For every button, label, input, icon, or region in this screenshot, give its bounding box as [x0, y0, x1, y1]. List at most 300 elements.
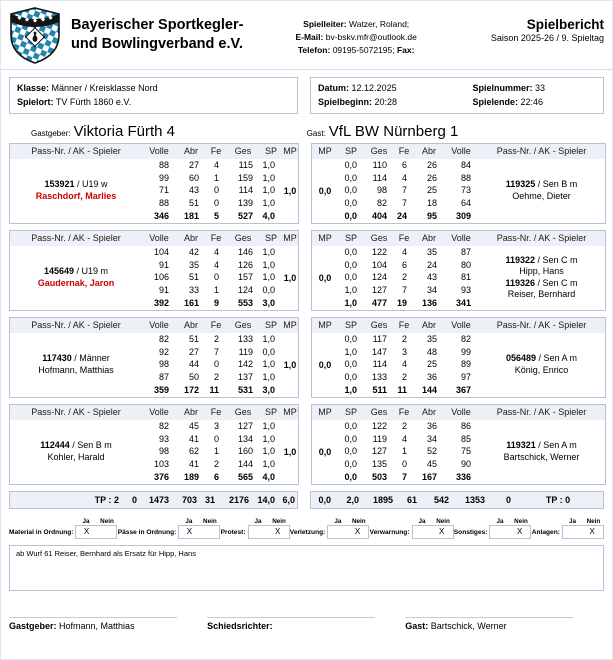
total-cell: 309	[455, 210, 471, 221]
score-cell: 1,0	[262, 198, 275, 209]
score-cell: 114	[238, 185, 253, 196]
score-cell: 103	[153, 459, 169, 470]
player-pass: 117430 / Männer	[42, 353, 110, 364]
score-cell: 48	[426, 346, 437, 357]
player-name: Oehme, Dieter	[512, 190, 571, 201]
player-name: Kohler, Harald	[47, 451, 105, 462]
check-field	[178, 518, 220, 539]
contact-block	[295, 18, 416, 56]
column-header: Ges	[364, 318, 394, 333]
tp-value: 542	[433, 494, 450, 505]
tp-value: 6,0	[282, 494, 296, 505]
score-cell: 91	[158, 285, 169, 296]
total-cell: 531	[237, 384, 253, 395]
signature-text: Schiedsrichter:	[207, 620, 273, 631]
score-cell: 115	[238, 159, 253, 170]
report-season: Saison 2025-26 / 9. Spieltag	[490, 33, 604, 43]
column-header: Volle	[142, 144, 176, 159]
check-box	[489, 525, 531, 539]
signature-line	[9, 617, 177, 618]
column-header: Fe	[394, 231, 414, 246]
home-player-block	[9, 404, 299, 485]
x-mark: X	[354, 526, 361, 536]
check-field	[327, 518, 369, 539]
total-cell: 0,0	[344, 210, 357, 221]
score-cell: 1,0	[262, 446, 275, 457]
column-header: Abr	[414, 318, 444, 333]
total-cell: 167	[421, 471, 437, 482]
total-cell: 336	[455, 471, 471, 482]
score-cell: 0,0	[344, 420, 357, 431]
column-header: Abr	[176, 405, 206, 420]
total-cell: 359	[153, 384, 169, 395]
remark-text: ab Wurf 61 Reiser, Bernhard als Ersatz für Hipp, Hans	[16, 548, 196, 558]
player-name: Hipp, Hans	[519, 266, 564, 277]
column-header: Pass-Nr. / AK - Spieler	[10, 231, 142, 246]
score-cell: 0,0	[344, 246, 357, 257]
score-cell: 4	[213, 259, 219, 270]
total-cell: 367	[455, 384, 471, 395]
score-cell: 2	[401, 272, 407, 283]
score-cell: 114	[372, 359, 387, 370]
score-cell: 98	[158, 359, 169, 370]
column-header: Ges	[226, 405, 260, 420]
total-cell: 136	[421, 297, 437, 308]
score-cell: 93	[460, 285, 471, 296]
column-header: Ges	[226, 231, 260, 246]
score-cell: 81	[460, 272, 471, 283]
mp-value: 0,0	[318, 359, 332, 370]
total-cell: 4,0	[262, 210, 275, 221]
player-cell	[10, 246, 142, 310]
column-header: Volle	[142, 405, 176, 420]
score-cell: 86	[460, 420, 471, 431]
score-cell: 0,0	[344, 372, 357, 383]
score-cell: 27	[188, 159, 199, 170]
total-cell: 503	[371, 471, 387, 482]
score-cell: 139	[237, 198, 253, 209]
x-mark: X	[186, 526, 193, 536]
score-cell: 0,0	[344, 459, 357, 470]
score-cell: 110	[372, 159, 387, 170]
total-cell: 144	[421, 384, 437, 395]
total-cell: 553	[237, 297, 253, 308]
score-cell: 0,0	[344, 172, 357, 183]
column-header: Ges	[226, 144, 260, 159]
ja-label: Ja	[185, 517, 193, 525]
class-location-box	[9, 77, 298, 114]
column-header: Volle	[444, 405, 478, 420]
score-cell: 51	[188, 198, 199, 209]
total-cell: 341	[455, 297, 471, 308]
signature-text: Gastgeber: Hofmann, Matthias	[9, 620, 135, 631]
check-field	[489, 518, 531, 539]
score-cell: 159	[237, 172, 253, 183]
ja-nein-header	[412, 518, 454, 525]
score-cell: 2	[401, 333, 407, 344]
score-cell: 33	[188, 285, 199, 296]
score-cell: 124	[371, 272, 387, 283]
column-header: Pass-Nr. / AK - Spieler	[10, 144, 142, 159]
total-cell: 95	[426, 210, 437, 221]
score-cell: 90	[460, 459, 471, 470]
check-group	[221, 518, 290, 539]
player-cell	[10, 420, 142, 484]
date-numbers-box	[310, 77, 604, 114]
column-header: SP	[338, 318, 364, 333]
score-cell: 18	[426, 198, 437, 209]
check-field	[75, 518, 117, 539]
score-cell: 85	[460, 433, 471, 444]
check-field	[412, 518, 454, 539]
tp-row	[9, 491, 604, 509]
check-field	[562, 518, 604, 539]
total-cell: 1,0	[344, 384, 357, 395]
total-cell: 511	[372, 384, 387, 395]
score-cell: 1,0	[262, 333, 275, 344]
score-cell: 0	[213, 185, 219, 196]
check-group	[532, 518, 604, 539]
player-name: König, Enrico	[514, 364, 569, 375]
player-cell	[478, 246, 605, 310]
column-header: Fe	[394, 318, 414, 333]
player-name: Reiser, Bernhard	[507, 289, 576, 300]
email-line: E-Mail: bv-bskv.mfr@outlook.de	[295, 31, 417, 42]
column-header: Abr	[176, 318, 206, 333]
score-blocks	[9, 143, 604, 485]
spielbeginn-line: Spielbeginn: 20:28	[318, 97, 398, 108]
score-cell: 104	[371, 259, 387, 270]
x-mark: X	[517, 526, 523, 536]
signature-guest	[405, 617, 603, 631]
score-cell: 87	[158, 372, 169, 383]
player-name: Bartschick, Werner	[503, 451, 580, 462]
score-cell: 106	[153, 272, 169, 283]
score-cell: 144	[237, 459, 253, 470]
score-cell: 0,0	[344, 433, 357, 444]
score-cell: 2	[213, 372, 219, 383]
score-cell: 51	[188, 272, 199, 283]
score-cell: 4	[401, 172, 407, 183]
guest-team	[307, 123, 592, 140]
column-header: MP	[282, 231, 298, 246]
check-box	[248, 525, 290, 539]
check-group	[454, 518, 532, 539]
player-cell	[478, 333, 605, 397]
total-cell: 24	[396, 210, 407, 221]
column-header: Abr	[176, 144, 206, 159]
score-cell: 0	[213, 198, 219, 209]
player-pass: 119322 / Sen C m	[505, 254, 578, 265]
check-field	[248, 518, 290, 539]
total-cell: 1,0	[344, 297, 357, 308]
score-cell: 26	[426, 172, 437, 183]
total-cell: 7	[401, 471, 407, 482]
score-cell: 35	[188, 259, 199, 270]
score-cell: 34	[426, 433, 437, 444]
score-cell: 25	[426, 185, 437, 196]
score-cell: 160	[237, 446, 253, 457]
total-cell: 392	[153, 297, 169, 308]
tp-value: 31	[205, 494, 216, 505]
score-cell: 127	[371, 446, 387, 457]
total-cell: 527	[237, 210, 253, 221]
score-cell: 50	[188, 372, 199, 383]
column-header: SP	[260, 231, 282, 246]
column-header: Ges	[364, 231, 394, 246]
score-cell: 133	[237, 333, 253, 344]
ja-label: Ja	[418, 517, 426, 525]
column-header: Abr	[176, 231, 206, 246]
score-cell: 1,0	[262, 185, 275, 196]
score-cell: 1,0	[262, 433, 275, 444]
score-cell: 44	[188, 359, 199, 370]
telefon-line: Telefon: 09195-5072195; Fax:	[297, 44, 415, 55]
total-cell: 376	[153, 471, 169, 482]
report-title: Spielbericht	[526, 17, 604, 32]
check-box	[562, 525, 604, 539]
player-pass: 145649 / U19 m	[43, 266, 109, 277]
player-pass: 119325 / Sen B m	[505, 179, 578, 190]
remarks-box	[9, 545, 604, 591]
nein-label: Nein	[203, 517, 217, 525]
check-label: Material in Ordnung:	[9, 528, 74, 536]
score-cell: 60	[188, 172, 199, 183]
score-cell: 0,0	[344, 185, 357, 196]
column-header: Fe	[206, 144, 226, 159]
match-info-row	[9, 77, 604, 114]
check-group	[290, 518, 370, 539]
total-cell: 6	[213, 471, 219, 482]
total-cell: 5	[213, 210, 219, 221]
check-box	[327, 525, 369, 539]
score-cell: 7	[401, 198, 407, 209]
score-cell: 0,0	[344, 159, 357, 170]
column-header: Volle	[142, 318, 176, 333]
ja-nein-header	[489, 518, 531, 525]
ja-nein-header	[75, 518, 117, 525]
score-cell: 1,0	[262, 246, 275, 257]
column-header: Pass-Nr. / AK - Spieler	[478, 231, 605, 246]
total-cell: 161	[183, 297, 199, 308]
score-cell: 64	[460, 198, 471, 209]
total-cell: 11	[209, 384, 219, 395]
score-cell: 51	[188, 333, 199, 344]
score-cell: 62	[188, 446, 199, 457]
check-box	[75, 525, 117, 539]
score-cell: 82	[376, 198, 387, 209]
home-team-label: Gastgeber:	[31, 128, 71, 138]
column-header: Pass-Nr. / AK - Spieler	[478, 144, 605, 159]
player-cell	[478, 159, 605, 223]
score-cell: 134	[237, 433, 253, 444]
block-row	[9, 143, 604, 224]
ja-nein-header	[178, 518, 220, 525]
total-cell: 0,0	[344, 471, 357, 482]
signature-referee	[207, 617, 405, 631]
score-cell: 1,0	[262, 372, 275, 383]
total-cell: 181	[183, 210, 199, 221]
mp-value: 1,0	[283, 272, 297, 283]
column-header: SP	[260, 144, 282, 159]
score-cell: 82	[158, 420, 169, 431]
ja-nein-header	[562, 518, 604, 525]
column-header: MP	[312, 231, 338, 246]
score-cell: 89	[460, 359, 471, 370]
score-cell: 1	[213, 446, 219, 457]
ja-label: Ja	[568, 517, 576, 525]
signature-line	[405, 617, 573, 618]
column-header: Volle	[142, 231, 176, 246]
total-cell: 3,0	[262, 384, 275, 395]
score-cell: 4	[213, 246, 219, 257]
player-pass: 056489 / Sen A m	[505, 353, 578, 364]
score-cell: 0	[213, 272, 219, 283]
check-box	[178, 525, 220, 539]
check-box	[412, 525, 454, 539]
score-cell: 0,0	[262, 346, 275, 357]
score-cell: 157	[237, 272, 253, 283]
score-cell: 25	[426, 359, 437, 370]
column-header: MP	[282, 144, 298, 159]
guest-player-block	[311, 230, 606, 311]
header-divider	[1, 69, 612, 70]
signature-home	[9, 617, 207, 631]
x-mark: X	[275, 526, 281, 536]
checks-row	[9, 518, 604, 539]
signature-text: Gast: Bartschick, Werner	[405, 620, 507, 631]
score-cell: 0,0	[344, 198, 357, 209]
score-cell: 3	[213, 420, 219, 431]
score-cell: 7	[401, 185, 407, 196]
score-cell: 122	[371, 246, 387, 257]
score-cell: 99	[460, 346, 471, 357]
score-cell: 127	[237, 420, 253, 431]
home-player-block	[9, 143, 299, 224]
score-cell: 114	[372, 172, 387, 183]
report-head	[491, 17, 604, 43]
score-cell: 1,0	[262, 359, 275, 370]
score-cell: 43	[426, 272, 437, 283]
tp-value: 703	[181, 494, 198, 505]
score-cell: 7	[213, 346, 219, 357]
total-cell: 172	[183, 384, 199, 395]
score-cell: 82	[158, 333, 169, 344]
score-cell: 87	[460, 246, 471, 257]
mp-value: 1,0	[283, 446, 297, 457]
bskv-crest-logo	[9, 7, 61, 64]
column-header: Abr	[414, 405, 444, 420]
home-team-name: Viktoria Fürth 4	[73, 122, 176, 140]
check-group	[370, 518, 454, 539]
score-cell: 88	[158, 159, 169, 170]
guest-player-block	[311, 317, 606, 398]
column-header: Pass-Nr. / AK - Spieler	[478, 405, 605, 420]
check-label: Anlagen:	[531, 528, 560, 536]
player-pass: 153921 / U19 w	[44, 179, 108, 190]
score-cell: 1,0	[344, 285, 357, 296]
column-header: Ges	[364, 144, 394, 159]
score-cell: 0,0	[344, 259, 357, 270]
score-cell: 1,0	[262, 272, 275, 283]
score-cell: 124	[237, 285, 253, 296]
player-cell	[10, 159, 142, 223]
organization-name	[71, 16, 243, 54]
score-cell: 1,0	[262, 459, 275, 470]
ja-nein-header	[327, 518, 369, 525]
block-row	[9, 230, 604, 311]
score-cell: 7	[401, 285, 407, 296]
score-cell: 2	[401, 420, 407, 431]
column-header: MP	[282, 318, 298, 333]
score-cell: 0	[401, 459, 407, 470]
score-cell: 1	[213, 172, 219, 183]
score-cell: 4	[401, 433, 407, 444]
score-cell: 119	[372, 433, 387, 444]
score-cell: 146	[237, 246, 253, 257]
score-cell: 93	[158, 433, 169, 444]
total-cell: 4,0	[262, 471, 275, 482]
score-cell: 137	[237, 372, 253, 383]
score-cell: 52	[426, 446, 437, 457]
check-group	[118, 518, 221, 539]
score-cell: 147	[371, 346, 387, 357]
score-cell: 73	[460, 185, 471, 196]
x-mark: X	[439, 526, 445, 536]
nein-label: Nein	[586, 517, 601, 525]
column-header: Pass-Nr. / AK - Spieler	[10, 318, 142, 333]
score-cell: 122	[371, 420, 387, 431]
score-cell: 0,0	[344, 333, 357, 344]
tp-value: 0,0	[318, 494, 332, 505]
check-label: Protest:	[220, 528, 246, 536]
tp-guest-box	[310, 491, 604, 509]
tp-value: 2,0	[346, 494, 360, 505]
column-header: Fe	[206, 318, 226, 333]
score-cell: 0,0	[344, 272, 357, 283]
tp-value: 61	[407, 494, 418, 505]
ja-label: Ja	[496, 517, 504, 525]
score-cell: 1	[401, 446, 407, 457]
column-header: Ges	[226, 318, 260, 333]
score-cell: 99	[158, 172, 169, 183]
block-row	[9, 317, 604, 398]
tp-value: 1353	[464, 494, 486, 505]
score-cell: 0	[213, 359, 219, 370]
x-mark: X	[589, 526, 595, 536]
score-cell: 0,0	[344, 359, 357, 370]
column-header: MP	[282, 405, 298, 420]
player-pass: 119321 / Sen A m	[506, 440, 577, 451]
column-header: Abr	[414, 231, 444, 246]
score-cell: 43	[188, 185, 199, 196]
score-cell: 36	[426, 420, 437, 431]
klasse-line: Klasse: Männer / Kreisklasse Nord	[17, 83, 158, 93]
org-line2: und Bowlingverband e.V.	[71, 35, 243, 52]
tp-guest-label: TP : 0	[545, 494, 571, 505]
column-header: SP	[338, 144, 364, 159]
score-cell: 133	[371, 372, 387, 383]
check-label: Verletzung:	[289, 528, 326, 536]
column-header: Pass-Nr. / AK - Spieler	[478, 318, 605, 333]
nein-label: Nein	[100, 517, 114, 525]
score-cell: 41	[188, 433, 199, 444]
ja-nein-header	[248, 518, 290, 525]
score-cell: 119	[238, 346, 253, 357]
column-header: SP	[338, 405, 364, 420]
score-cell: 2	[213, 459, 219, 470]
nein-label: Nein	[272, 517, 286, 525]
